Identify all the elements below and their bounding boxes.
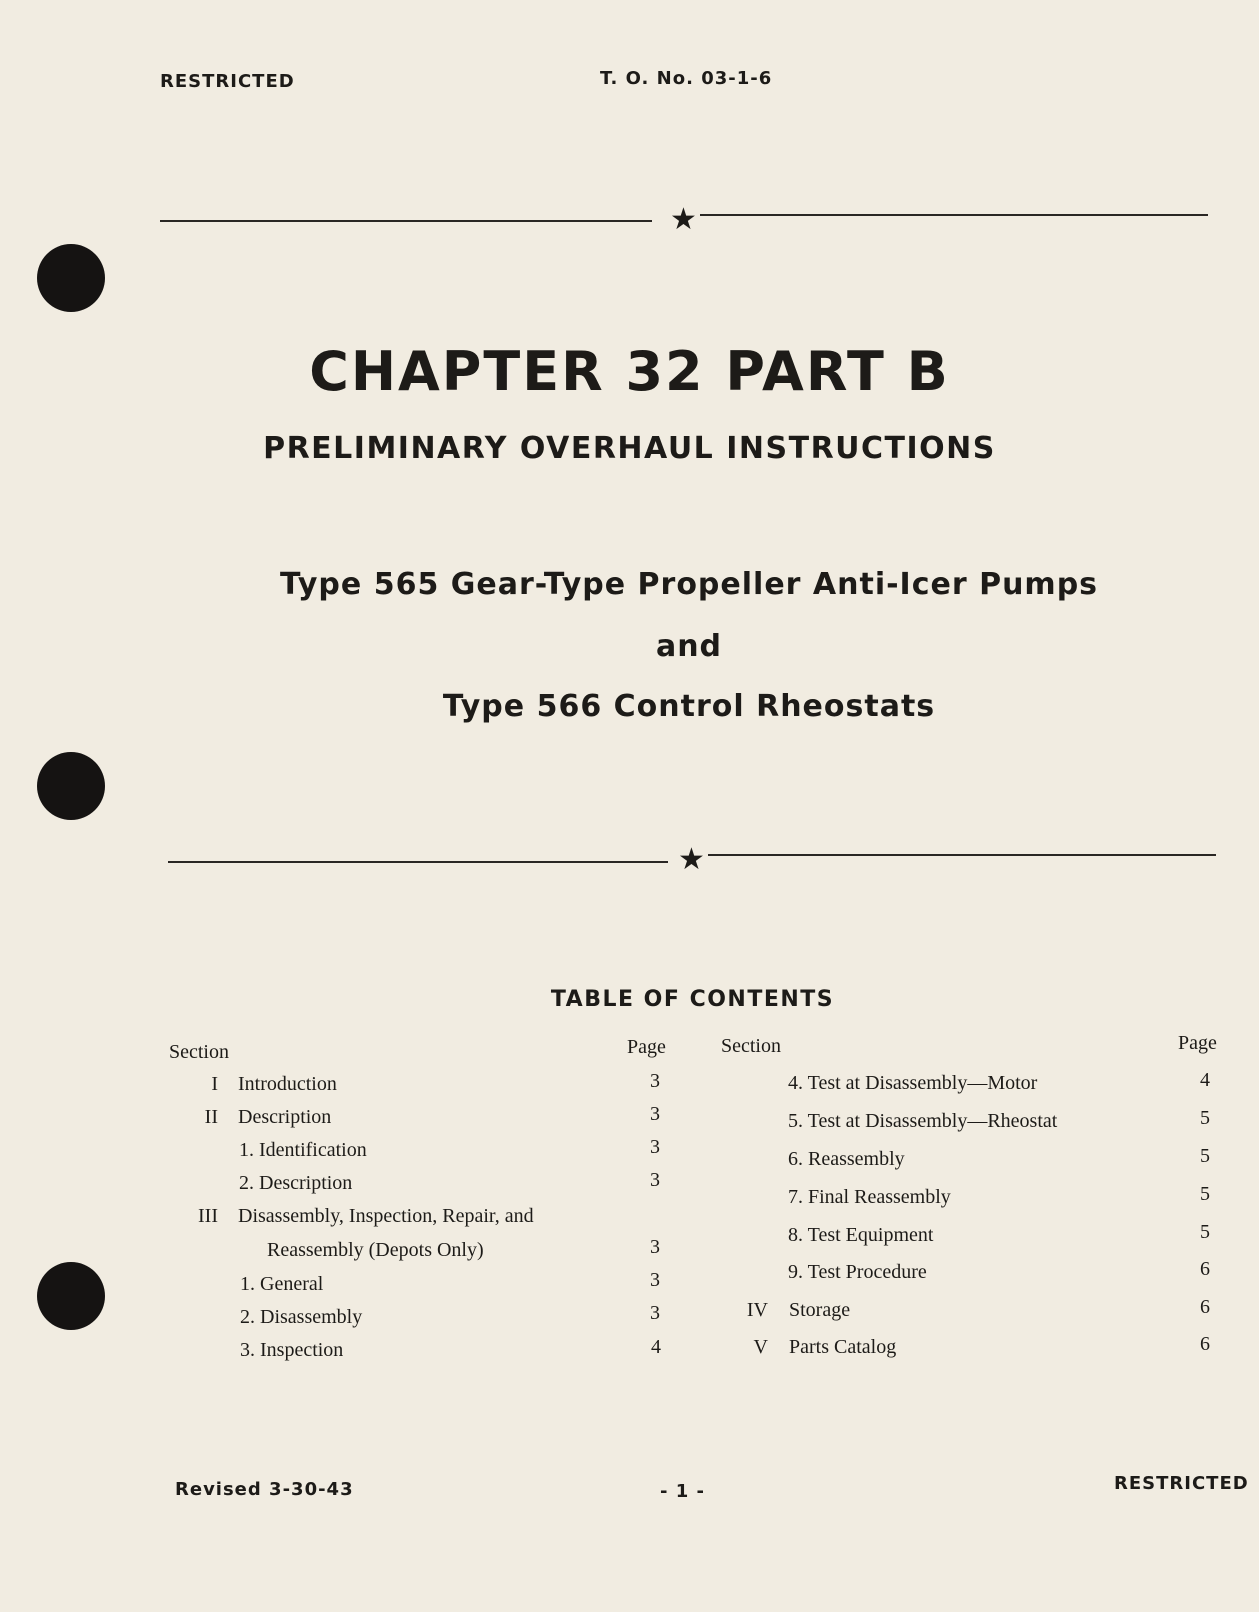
toc-entry-title: 9. Test Procedure xyxy=(788,1261,927,1283)
chapter-subtitle: PRELIMINARY OVERHAUL INSTRUCTIONS xyxy=(263,431,996,466)
header-restricted: RESTRICTED xyxy=(160,71,295,92)
star-icon: ★ xyxy=(670,202,697,237)
toc-entry-page: 3 xyxy=(650,1103,660,1125)
toc-entry-page: 3 xyxy=(650,1236,660,1258)
toc-left-section-label: Section xyxy=(169,1041,229,1063)
punch-hole-top xyxy=(37,244,105,312)
toc-entry-title: 1. General xyxy=(240,1273,324,1295)
toc-entry-title: Introduction xyxy=(238,1073,337,1095)
toc-entry-page: 3 xyxy=(650,1070,660,1092)
toc-entry-page: 6 xyxy=(1200,1296,1210,1318)
top-rule-left xyxy=(160,220,652,222)
toc-entry-number: II xyxy=(204,1106,218,1128)
footer-revised-date: Revised 3-30-43 xyxy=(175,1479,354,1500)
toc-entry-page: 5 xyxy=(1200,1107,1210,1129)
toc-entry-title: 6. Reassembly xyxy=(788,1148,905,1170)
page-number: - 1 - xyxy=(660,1481,705,1502)
toc-entry-page: 3 xyxy=(650,1169,660,1191)
toc-entry-page: 4 xyxy=(1200,1069,1210,1091)
title-line-and: and xyxy=(655,629,723,664)
toc-entry-page: 5 xyxy=(1200,1145,1210,1167)
toc-entry-title: 8. Test Equipment xyxy=(788,1224,934,1246)
toc-entry-title: 2. Disassembly xyxy=(240,1306,363,1328)
toc-entry-title: 4. Test at Disassembly—Motor xyxy=(788,1072,1038,1094)
title-line-rheostats: Type 566 Control Rheostats xyxy=(442,689,936,724)
toc-entry-page: 3 xyxy=(650,1269,660,1291)
toc-entry-title: 2. Description xyxy=(239,1172,353,1194)
punch-hole-bottom xyxy=(37,1262,105,1330)
toc-entry-page: 4 xyxy=(651,1336,661,1358)
toc-entry-page: 5 xyxy=(1200,1183,1210,1205)
toc-entry-title: 7. Final Reassembly xyxy=(788,1186,951,1208)
toc-entry-page: 6 xyxy=(1200,1333,1210,1355)
toc-entry-title: 5. Test at Disassembly—Rheostat xyxy=(788,1110,1058,1132)
top-rule-right xyxy=(700,214,1208,216)
toc-entry-title: 3. Inspection xyxy=(240,1339,344,1361)
toc-entry-page: 3 xyxy=(650,1136,660,1158)
toc-entry-number: I xyxy=(211,1073,218,1095)
chapter-title: CHAPTER 32 PART B xyxy=(309,340,950,403)
star-icon: ★ xyxy=(678,842,705,877)
footer-restricted: RESTRICTED xyxy=(1114,1473,1249,1494)
toc-title: TABLE OF CONTENTS xyxy=(550,987,835,1012)
toc-entry-title: Reassembly (Depots Only) xyxy=(267,1239,484,1261)
header-to-number: T. O. No. 03-1-6 xyxy=(600,68,773,89)
middle-rule-left xyxy=(168,861,668,863)
title-line-pumps: Type 565 Gear-Type Propeller Anti-Icer Pumps xyxy=(279,567,1099,602)
toc-right-page-label: Page xyxy=(1178,1032,1217,1054)
toc-entry-title: Parts Catalog xyxy=(789,1336,897,1358)
toc-entry-number: IV xyxy=(746,1299,768,1321)
toc-entry-title: Storage xyxy=(789,1299,851,1321)
toc-entry-title: Description xyxy=(238,1106,332,1128)
middle-rule-right xyxy=(708,854,1216,856)
toc-entry-title: Disassembly, Inspection, Repair, and xyxy=(238,1205,534,1227)
toc-left-page-label: Page xyxy=(627,1036,666,1058)
punch-hole-middle xyxy=(37,752,105,820)
toc-entry-title: 1. Identification xyxy=(239,1139,367,1161)
toc-entry-page: 6 xyxy=(1200,1258,1210,1280)
toc-entry-page: 3 xyxy=(650,1302,660,1324)
toc-right-section-label: Section xyxy=(721,1035,781,1057)
toc-entry-number: III xyxy=(198,1205,218,1227)
toc-entry-number: V xyxy=(753,1336,768,1358)
toc-entry-page: 5 xyxy=(1200,1221,1210,1243)
